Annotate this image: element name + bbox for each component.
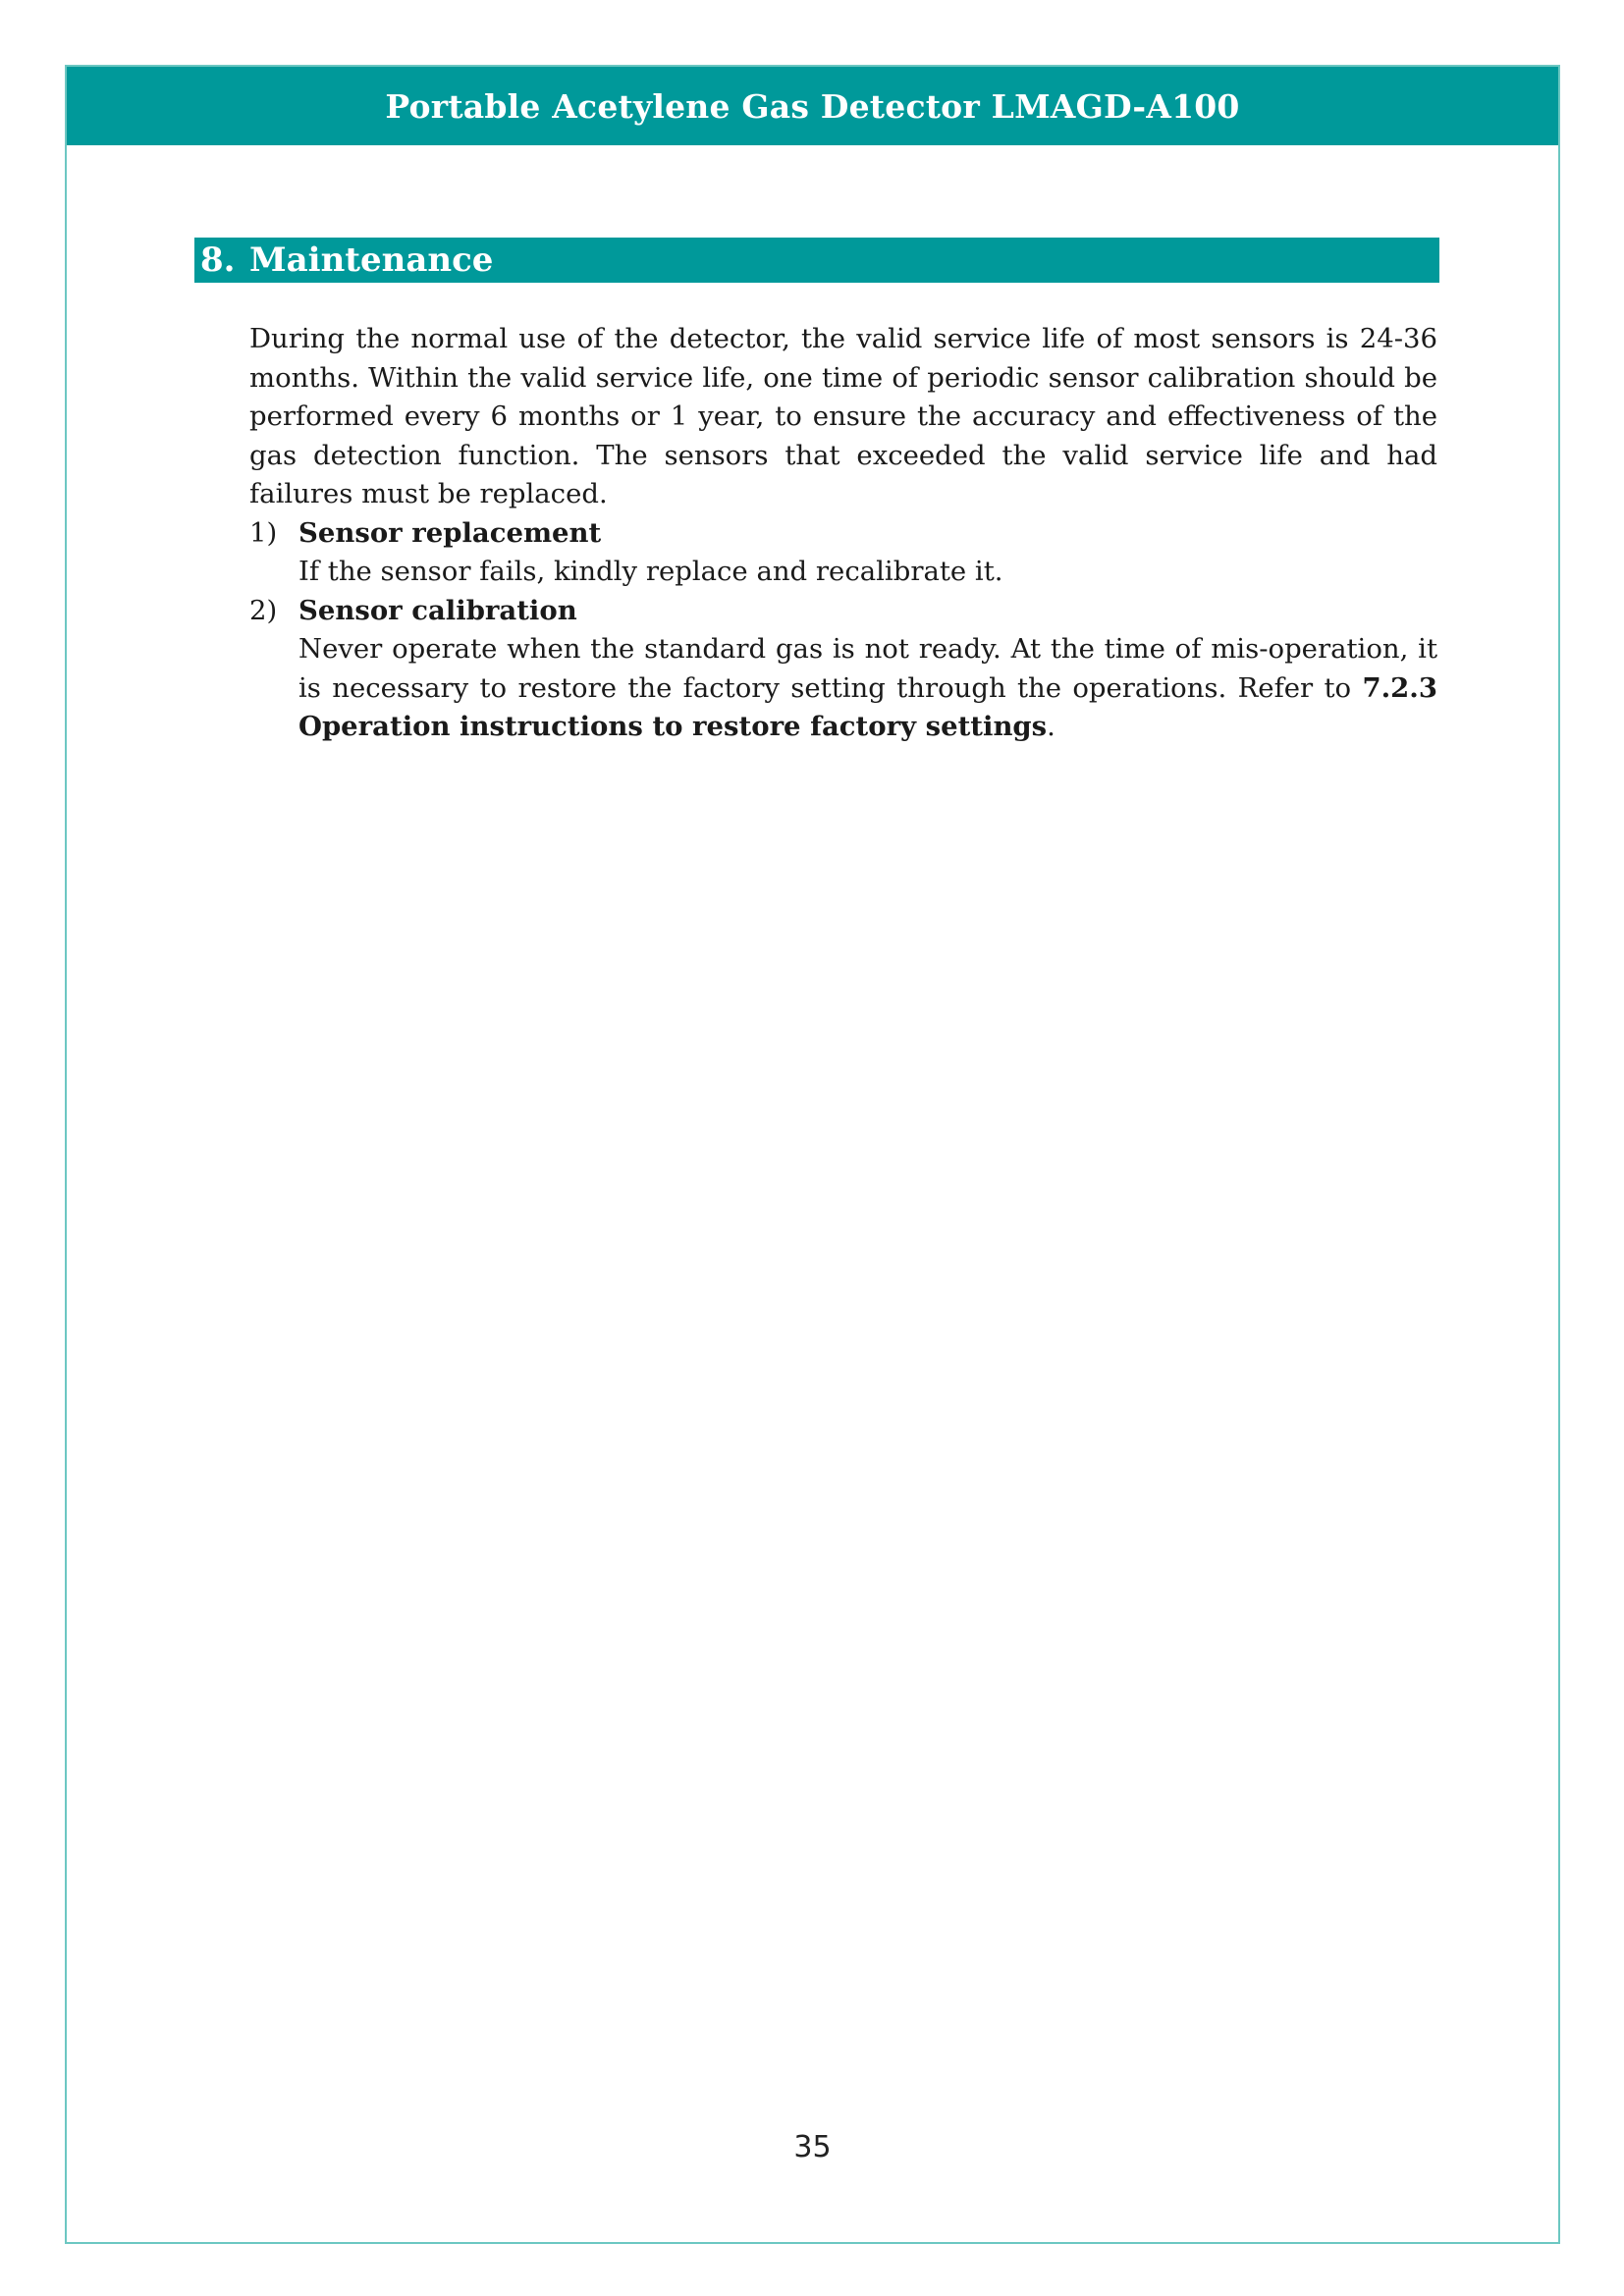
list-item-title: Sensor replacement [298,516,602,549]
page-number: 35 [793,2130,832,2164]
list-item-text: If the sensor fails, kindly replace and recalibrate it. [298,556,1003,587]
page-frame [65,65,1560,2244]
section-reference: 7.2.3 Operation instructions to restore factory settings [298,671,1437,742]
reference-suffix: . [1047,711,1056,742]
list-item-title: Sensor calibration [298,594,577,626]
list-item-sensor-calibration [249,592,1437,747]
section-title: Maintenance [249,240,494,280]
list-item-sensor-replacement [249,514,1437,592]
header-bar [67,67,1558,145]
document-title: Portable Acetylene Gas Detector LMAGD-A100 [385,86,1240,126]
list-item-number: 1) [249,516,278,549]
maintenance-list [249,514,1437,747]
list-item-text [298,630,1437,747]
calibration-text: Never operate when the standard gas is not ready. At the time of mis-operation, it is necessary to restore the factory setting through the operations. Refer to [298,633,1437,704]
section-content [249,320,1437,747]
intro-paragraph: During the normal use of the detector, the valid service life of most sensors is 24-36 months. Within the valid service life, one time of periodic sensor calibration should be performed every 6 months or 1 year, to ensure the accuracy and effectiveness of the gas detection function. The sensors that exceeded the valid service life and had failures must be replaced. [249,323,1437,509]
section-heading [194,238,1439,283]
list-item-number: 2) [249,594,278,626]
section-number: 8. [200,240,236,280]
